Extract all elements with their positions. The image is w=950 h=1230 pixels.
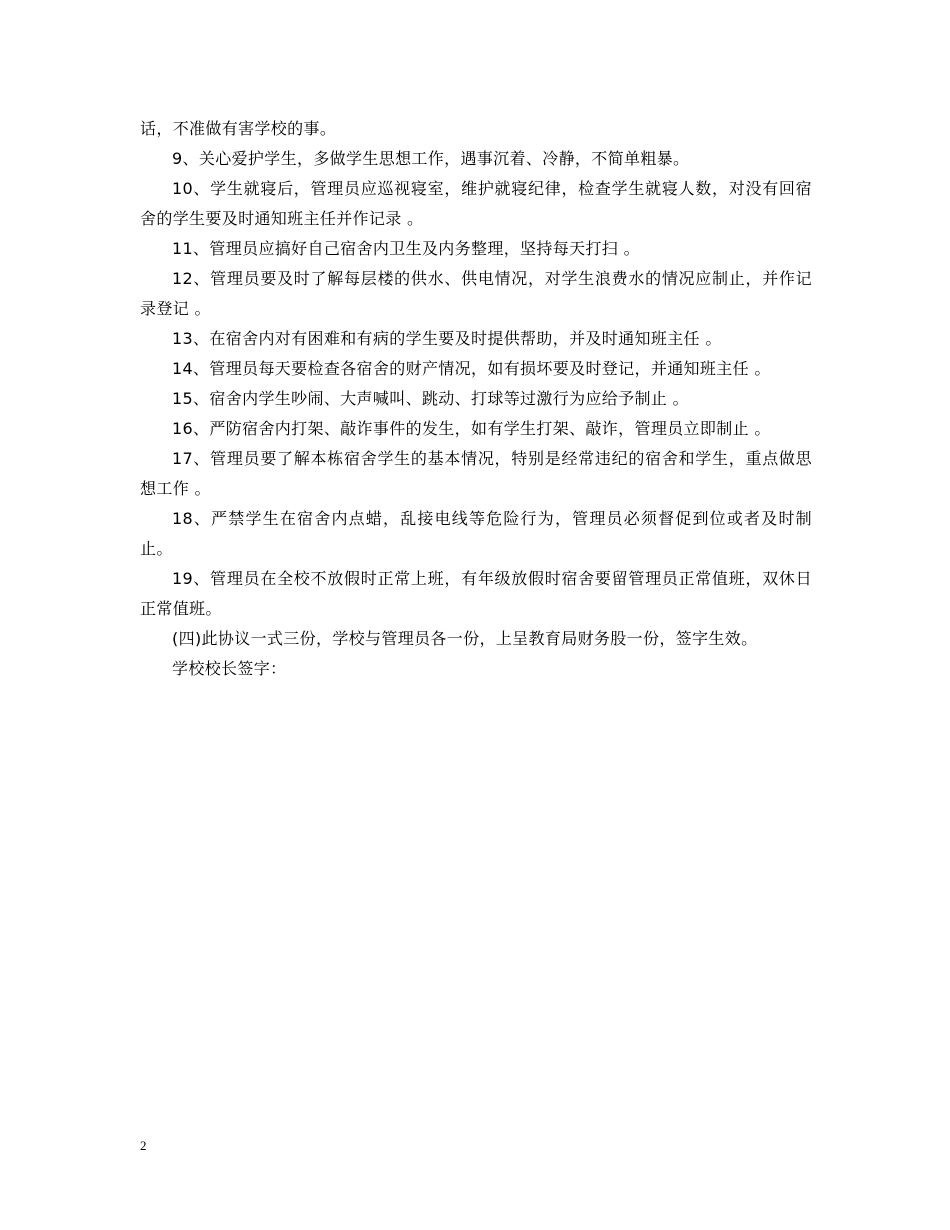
signature-line: 学校校长签字： [172,659,287,678]
paragraph-section-4: (四)此协议一式三份，学校与管理员各一份，上呈教育局财务股一份，签字生效。 [172,629,758,648]
paragraph-item-12: 12、管理员要及时了解每层楼的供水、供电情况，对学生浪费水的情况应制止，并作记录登记 。 [140,269,812,318]
page-number: 2 [140,1138,147,1153]
paragraph-item-10: 10、学生就寝后，管理员应巡视寝室，维护就寝纪律，检查学生就寝人数，对没有回宿舍的学生要及时通知班主任并作记录 。 [140,179,812,228]
paragraph-continuation: 话，不准做有害学校的事。 [140,119,337,138]
document-body [140,114,812,684]
paragraph-item-15: 15、宿舍内学生吵闹、大声喊叫、跳动、打球等过激行为应给予制止 。 [172,389,689,408]
paragraph-item-13: 13、在宿舍内对有困难和有病的学生要及时提供帮助，并及时通知班主任 。 [172,329,722,348]
paragraph-item-18: 18、严禁学生在宿舍内点蜡，乱接电线等危险行为，管理员必须督促到位或者及时制止。 [140,509,812,558]
paragraph-item-19: 19、管理员在全校不放假时正常上班，有年级放假时宿舍要留管理员正常值班，双休日正常值班。 [140,569,812,618]
paragraph-item-11: 11、管理员应搞好自己宿舍内卫生及内务整理，坚持每天打扫 。 [172,239,640,258]
paragraph-item-17: 17、管理员要了解本栋宿舍学生的基本情况，特别是经常违纪的宿舍和学生，重点做思想工作 。 [140,449,812,498]
paragraph-item-16: 16、严防宿舍内打架、敲诈事件的发生，如有学生打架、敲诈，管理员立即制止 。 [172,419,771,438]
paragraph-item-9: 9、关心爱护学生，多做学生思想工作，遇事沉着、冷静，不简单粗暴。 [172,149,690,168]
paragraph-item-14: 14、管理员每天要检查各宿舍的财产情况，如有损坏要及时登记，并通知班主任 。 [172,359,771,378]
